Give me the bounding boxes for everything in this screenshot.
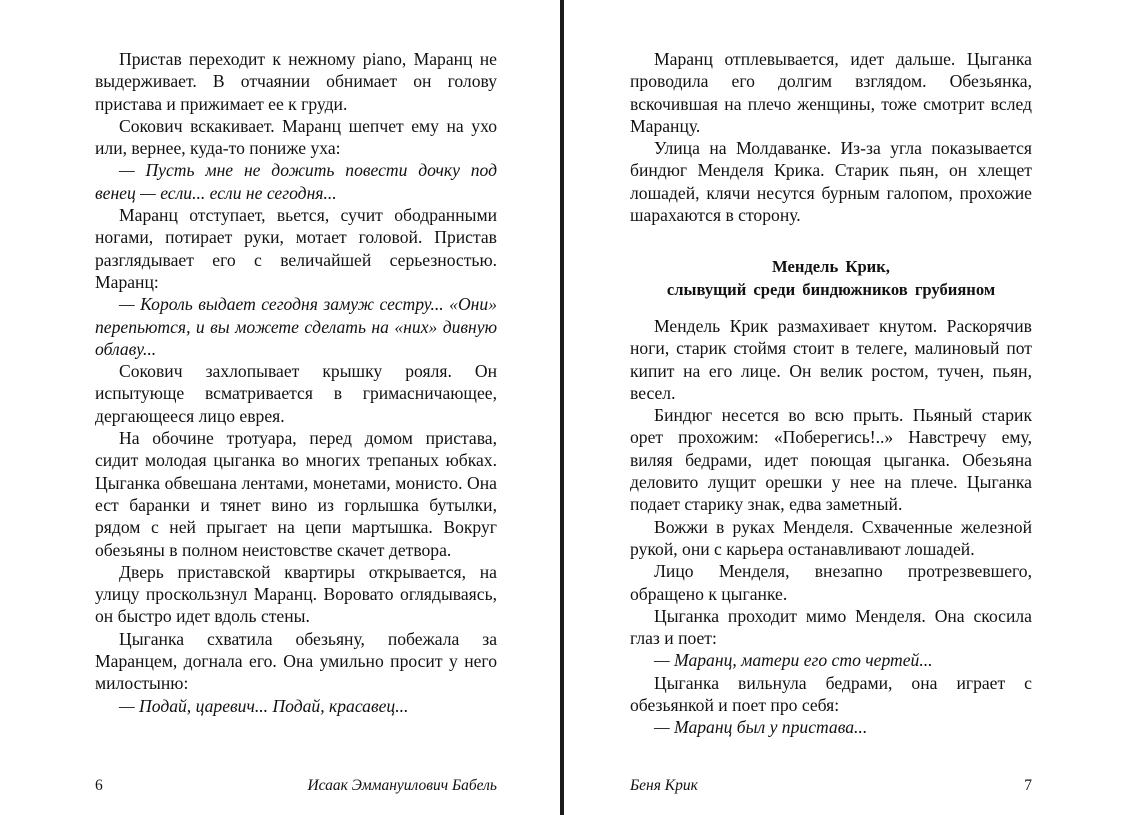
running-head-author: Исаак Эммануилович Бабель — [307, 777, 497, 794]
paragraph: Вожжи в руках Менделя. Схваченные железной рукой, они с карьера останавливают лошадей. — [630, 516, 1032, 559]
dialogue-line: — Маранц был у пристава... — [654, 717, 868, 738]
section-heading-line2: слывущий среди биндюжников грубияном — [666, 279, 996, 299]
paragraph: Дверь приставской квартиры открывается, на улицу проскользнул Маранц. Вороватo оглядываясь, он быстро идет вдоль стены. — [95, 561, 497, 627]
paragraph: Улица на Молдаванке. Из-за угла показывается биндюг Менделя Крика. Старик пьян, он хлещет лошадей, клячи несутся бурным галопом, прохожие шарахаются в сторону. — [630, 138, 1032, 226]
right-page — [630, 48, 1032, 739]
right-page-footer — [630, 777, 1032, 799]
paragraph: Мендель Крик размахивает кнутом. Раскорячив ноги, старик стоймя стоит в телеге, малиновый пот кипит на его лице. Он велик ростом, тучен, пьян, весел. — [630, 315, 1032, 403]
paragraph: Маранц отплевывается, идет дальше. Цыганка проводила его долгим взглядом. Обезьянка, вскочившая на плечо женщины, тоже смотрит вслед Маранцу. — [630, 49, 1032, 136]
running-head-title: Беня Крик — [630, 777, 698, 794]
paragraph: Лицо Менделя, внезапно протрезвевшего, обращено к цыганке. — [630, 561, 1032, 604]
right-page-body-after — [630, 315, 1032, 739]
section-heading-line1: Мендель Крик, — [772, 257, 890, 277]
dialogue-line: — Король выдает сегодня замуж сестру... «Они» перепьются, и вы можете сделать на «них» дивную облаву... — [95, 294, 497, 359]
section-heading — [630, 256, 1032, 301]
paragraph: Сокович вскакивает. Маранц шепчет ему на ухо или, вернее, куда-то пониже уха: — [95, 115, 497, 159]
dialogue-line: — Пусть мне не дожить повести дочку под венец — если... если не сегодня... — [95, 160, 497, 203]
paragraph: На обочине тротуара, перед домом пристава, сидит молодая цыганка во многих трепаных юбках. Цыганка обвешана лентами, монетами, монисто. Она ест баранки и тянет вино из горлышка бутылки, рядом с ней прыгает на цепи мартышка. Вокруг обезьяны в полном неистовстве скачет детвора. — [95, 428, 497, 560]
paragraph: Биндюг несется во всю прыть. Пьяный старик орет прохожим: «Поберегись!..» Навстречу ему, виляя бедрами, идет поющая цыганка. Обезьяна деловито лущит орешки у нее на плече. Цыганка подает старику знак, едва заметный. — [630, 405, 1032, 515]
paragraph: Маранц отступает, вьется, сучит ободранными ногами, потирает руки, мотает головой. Пристав разглядывает его с величайшей серьезностью. Маранц: — [95, 205, 497, 292]
paragraph: Пристав переходит к нежному piano, Маранц не выдерживает. В отчаянии обнимает он голову пристава и прижимает ее к груди. — [95, 49, 497, 114]
page-number: 7 — [1024, 777, 1032, 794]
dialogue-line: — Маранц, матери его сто чертей... — [654, 650, 933, 671]
page-number: 6 — [95, 777, 103, 794]
left-page — [95, 48, 497, 717]
paragraph: Цыганка схватила обезьяну, побежала за Маранцем, догнала его. Она умильно просит у него милостыню: — [95, 628, 497, 694]
book-spine — [560, 0, 564, 815]
paragraph: Сокович захлопывает крышку рояля. Он испытующе всматривается в гримасничающее, дергающееся лицо еврея. — [95, 361, 497, 426]
paragraph: Цыганка вильнула бедрами, она играет с обезьянкой и поет про себя: — [630, 672, 1032, 716]
left-page-footer — [95, 777, 497, 799]
dialogue-line: — Подай, царевич... Подай, красавец... — [119, 695, 409, 716]
right-page-body-before — [630, 48, 1032, 226]
left-page-body — [95, 48, 497, 717]
paragraph: Цыганка проходит мимо Менделя. Она скосила глаз и поет: — [630, 605, 1032, 649]
